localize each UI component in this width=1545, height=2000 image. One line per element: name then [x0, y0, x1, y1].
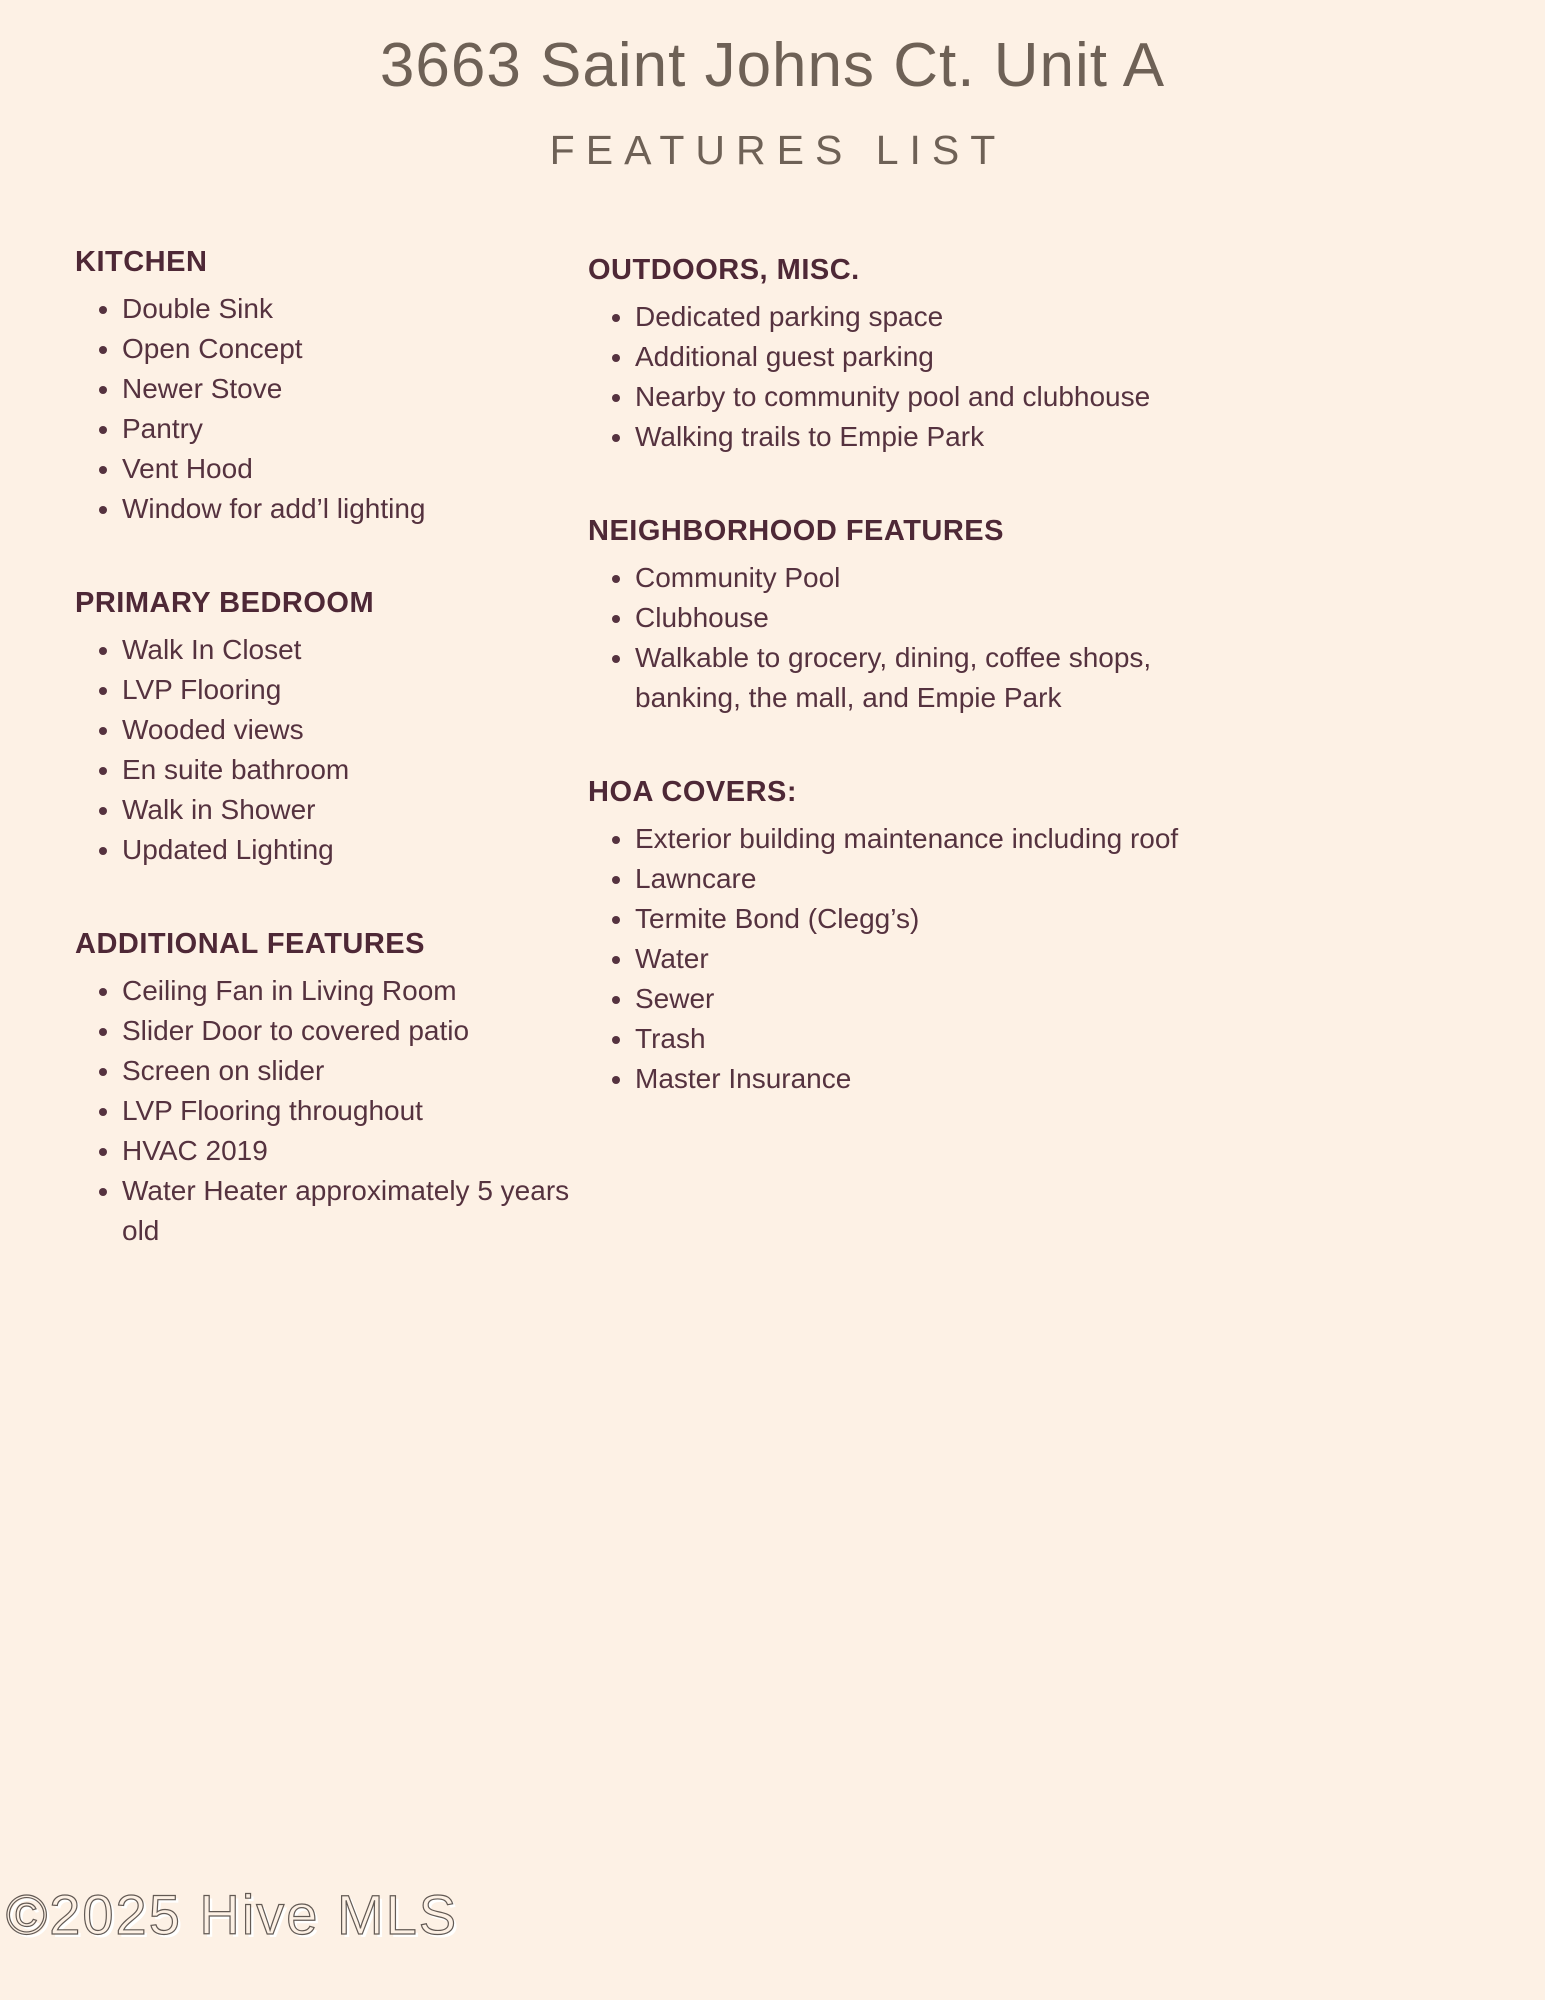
list-item: • Termite Bond (Clegg’s)	[635, 899, 1218, 939]
feature-list	[75, 630, 575, 870]
list-item: • Water	[635, 939, 1218, 979]
list-item: • Window for add’l lighting	[122, 489, 575, 529]
list-item: • Slider Door to covered patio	[122, 1011, 575, 1051]
section-heading: ADDITIONAL FEATURES	[75, 928, 425, 961]
page-title: 3663 Saint Johns Ct. Unit A	[379, 31, 1166, 100]
section-hoa-covers	[588, 776, 1218, 1099]
list-item: • Sewer	[635, 979, 1218, 1019]
list-item: • Exterior building maintenance including roof	[635, 819, 1218, 859]
list-item: • Lawncare	[635, 859, 1218, 899]
list-item: • Trash	[635, 1019, 1218, 1059]
list-item: • Open Concept	[122, 329, 575, 369]
watermark: ©2025 Hive MLS	[6, 1883, 459, 1946]
list-item: • Master Insurance	[635, 1059, 1218, 1099]
section-heading: PRIMARY BEDROOM	[75, 587, 375, 620]
list-item: • Walking trails to Empie Park	[635, 417, 1218, 457]
feature-list	[75, 289, 575, 529]
section-primary-bedroom	[75, 587, 575, 870]
list-item: • Dedicated parking space	[635, 297, 1218, 337]
list-item: • Screen on slider	[122, 1051, 575, 1091]
section-kitchen	[75, 246, 575, 529]
list-item: • Additional guest parking	[635, 337, 1218, 377]
section-additional-features	[75, 928, 575, 1251]
feature-list	[588, 297, 1218, 457]
section-outdoors-misc	[588, 254, 1218, 457]
list-item: • Clubhouse	[635, 598, 1218, 638]
list-item: • En suite bathroom	[122, 750, 575, 790]
list-item: • Walk in Shower	[122, 790, 575, 830]
list-item: • Pantry	[122, 409, 575, 449]
right-column	[588, 254, 1218, 1099]
section-heading: OUTDOORS, MISC.	[588, 254, 860, 287]
list-item: • Updated Lighting	[122, 830, 575, 870]
feature-list	[75, 971, 575, 1251]
list-item: • Water Heater approximately 5 years old	[122, 1171, 575, 1251]
list-item: • Vent Hood	[122, 449, 575, 489]
list-item: • Nearby to community pool and clubhouse	[635, 377, 1218, 417]
list-item: • Community Pool	[635, 558, 1218, 598]
list-item: • Ceiling Fan in Living Room	[122, 971, 575, 1011]
list-item: • HVAC 2019	[122, 1131, 575, 1171]
list-item: • Newer Stove	[122, 369, 575, 409]
feature-list	[588, 819, 1218, 1099]
left-column	[75, 246, 575, 1251]
list-item: • Wooded views	[122, 710, 575, 750]
section-neighborhood-features	[588, 515, 1218, 718]
section-heading: HOA COVERS:	[588, 776, 798, 809]
page-subtitle: FEATURES LIST	[549, 127, 1007, 174]
list-item: • Double Sink	[122, 289, 575, 329]
list-item: • LVP Flooring throughout	[122, 1091, 575, 1131]
section-heading: NEIGHBORHOOD FEATURES	[588, 515, 1004, 548]
section-heading: KITCHEN	[75, 246, 208, 279]
feature-columns	[0, 246, 1545, 1251]
list-item: • LVP Flooring	[122, 670, 575, 710]
list-item: • Walkable to grocery, dining, coffee shops, banking, the mall, and Empie Park	[635, 638, 1218, 718]
list-item: • Walk In Closet	[122, 630, 575, 670]
feature-list	[588, 558, 1218, 718]
